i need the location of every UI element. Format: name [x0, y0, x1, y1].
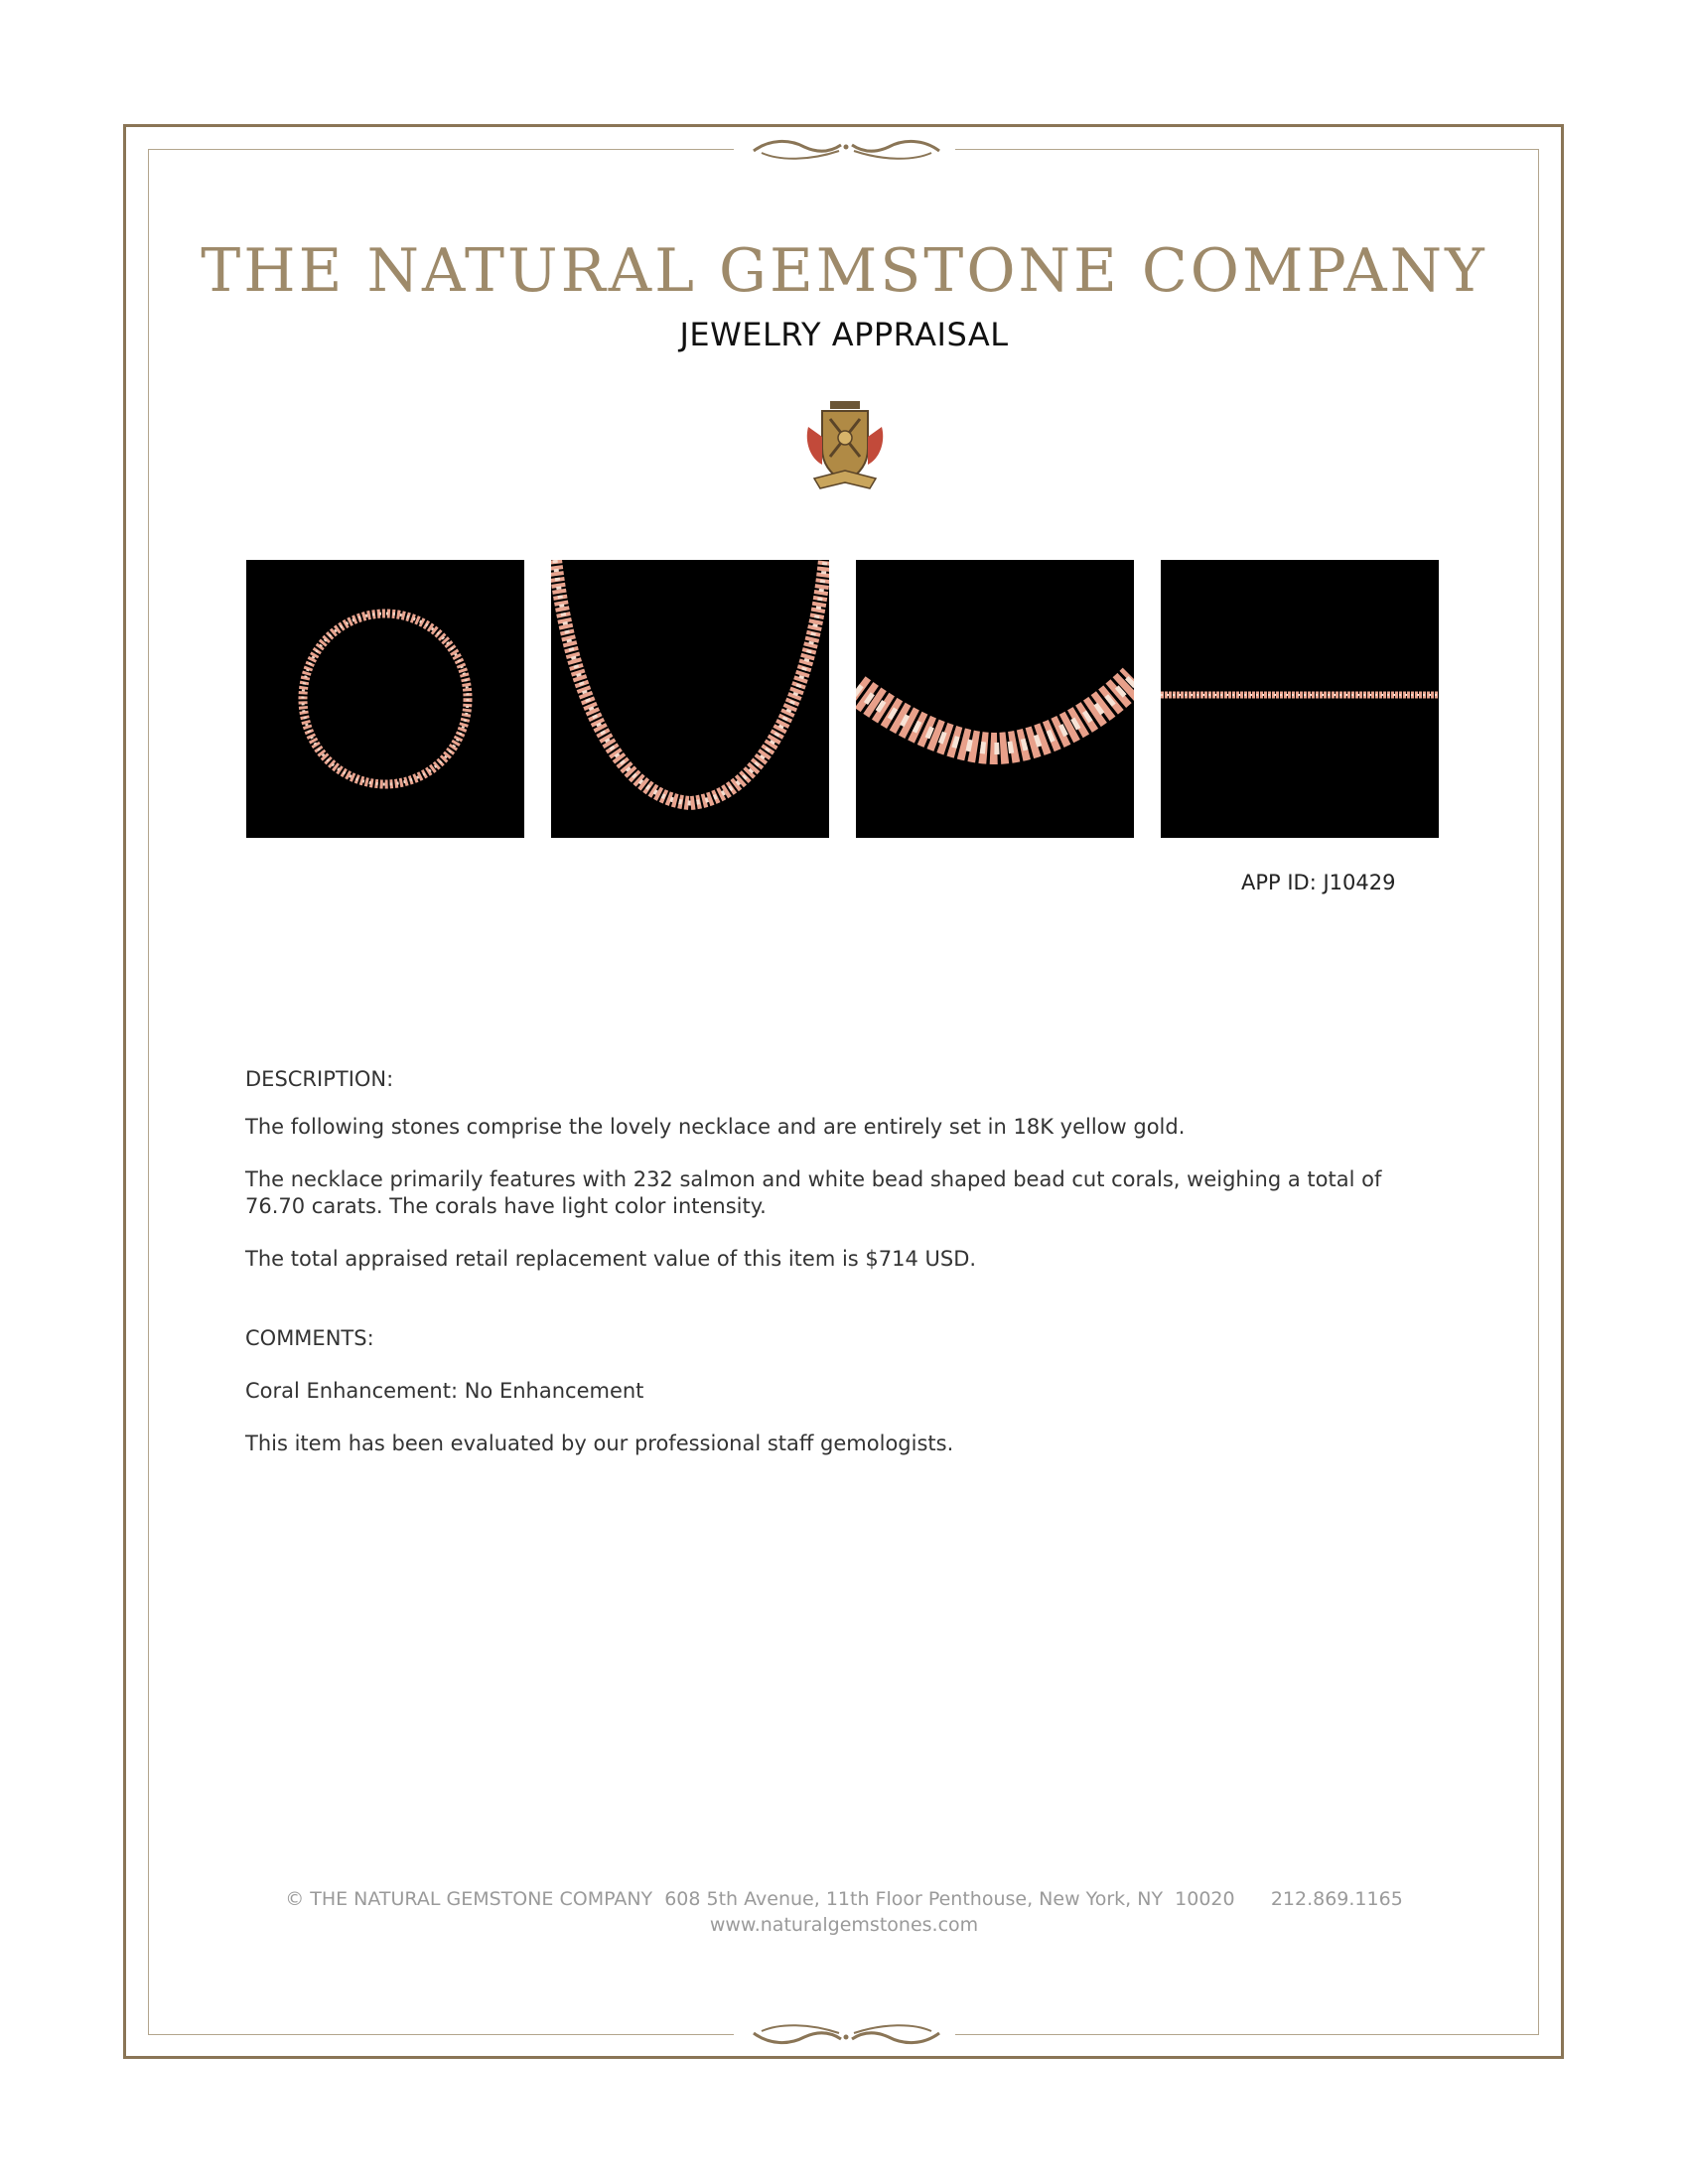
bottom-flourish-icon — [750, 2017, 943, 2051]
top-flourish-icon — [750, 133, 943, 167]
necklace-photo-2 — [551, 560, 829, 838]
company-crest-icon — [800, 397, 890, 496]
necklace-circle-photo-icon — [246, 560, 524, 838]
appraisal-id: APP ID: J10429 — [1241, 871, 1396, 894]
necklace-closeup-photo-icon — [856, 560, 1134, 838]
appraised-value-paragraph: The total appraised retail replacement value of this item is $714 USD. — [245, 1247, 977, 1271]
company-name-heading: THE NATURAL GEMSTONE COMPANY — [201, 236, 1487, 306]
inner-border-right — [1538, 149, 1539, 2035]
inner-border-top-right — [955, 149, 1539, 150]
description-section — [245, 1066, 1417, 1093]
necklace-photo-3 — [856, 560, 1134, 838]
footer-website: www.naturalgemstones.com — [709, 1914, 979, 1936]
evaluation-comment: This item has been evaluated by our professional staff gemologists. — [245, 1432, 954, 1455]
necklace-strand-photo-icon — [1161, 560, 1439, 838]
enhancement-comment: Coral Enhancement: No Enhancement — [245, 1379, 644, 1403]
description-label: DESCRIPTION: — [245, 1067, 394, 1091]
inner-border-top-left — [148, 149, 734, 150]
description-paragraph-2-line-1: The necklace primarily features with 232 salmon and white bead shaped bead cut corals, weighing a total of — [245, 1167, 1382, 1191]
necklace-photo-4 — [1161, 560, 1439, 838]
inner-border-bottom-left — [148, 2034, 734, 2035]
necklace-photo-1 — [246, 560, 524, 838]
necklace-drape-photo-icon — [551, 560, 829, 838]
description-paragraph-1: The following stones comprise the lovely necklace and are entirely set in 18K yellow gold. — [245, 1115, 1186, 1139]
inner-border-left — [148, 149, 149, 2035]
inner-border-bottom-right — [955, 2034, 1539, 2035]
document-type-subtitle: JEWELRY APPRAISAL — [679, 316, 1009, 353]
footer-address: © THE NATURAL GEMSTONE COMPANY 608 5th Avenue, 11th Floor Penthouse, New York, NY 10020 212.869.1165 — [285, 1888, 1403, 1910]
description-paragraph-2-line-2: 76.70 carats. The corals have light color intensity. — [245, 1194, 767, 1218]
comments-label: COMMENTS: — [245, 1326, 374, 1350]
